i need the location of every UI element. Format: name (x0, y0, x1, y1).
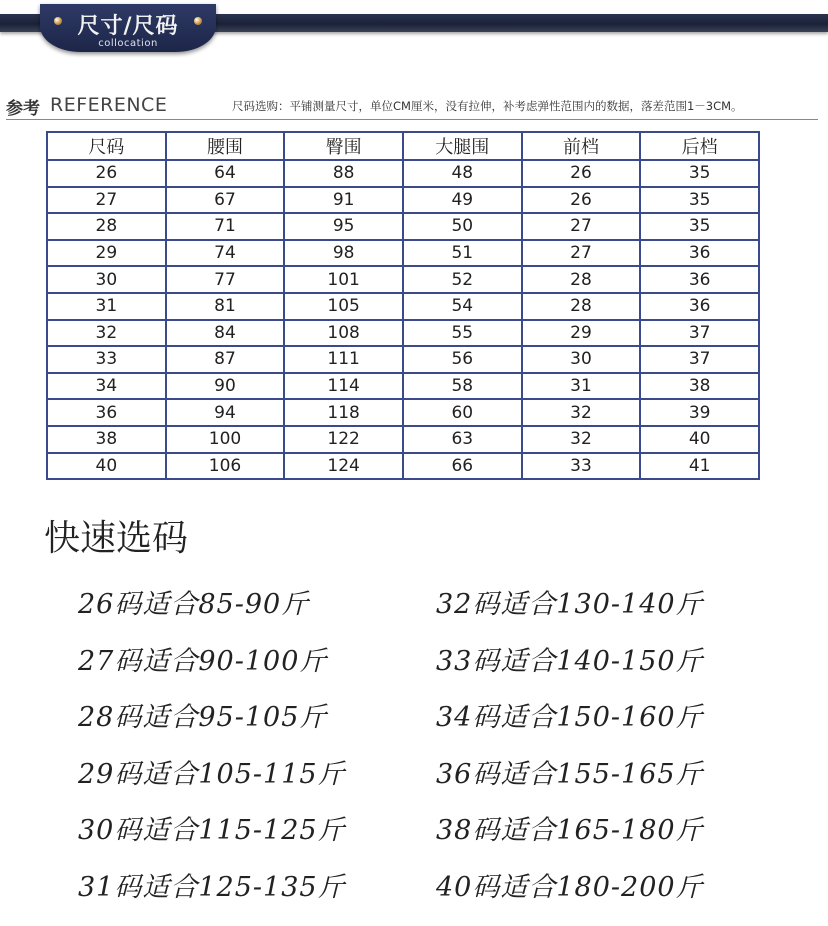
reference-label-en: REFERENCE (50, 94, 168, 116)
table-row (47, 187, 759, 214)
table-cell: 67 (166, 187, 285, 214)
table-cell: 35 (640, 213, 759, 240)
table-cell: 36 (640, 293, 759, 320)
table-cell: 26 (522, 187, 641, 214)
table-cell: 52 (403, 266, 522, 293)
table-cell: 87 (166, 346, 285, 373)
table-cell: 41 (640, 453, 759, 480)
table-cell: 64 (166, 160, 285, 187)
table-cell: 63 (403, 426, 522, 453)
table-cell: 28 (522, 293, 641, 320)
table-cell: 48 (403, 160, 522, 187)
table-cell: 84 (166, 320, 285, 347)
divider (6, 119, 818, 120)
section-title: 尺寸/尺码 (77, 14, 179, 39)
table-row (47, 399, 759, 426)
table-cell: 94 (166, 399, 285, 426)
table-cell: 34 (47, 373, 166, 400)
table-cell: 124 (284, 453, 403, 480)
table-cell: 36 (640, 266, 759, 293)
table-row (47, 453, 759, 480)
table-cell: 32 (522, 399, 641, 426)
table-cell: 36 (640, 240, 759, 267)
quick-select-item: 33码适合140-150斤 (436, 645, 704, 677)
quick-select-item: 28码适合95-105斤 (78, 702, 328, 733)
table-cell: 105 (284, 293, 403, 320)
reference-note: 尺码选购：平铺测量尺寸，单位CM厘米，没有拉伸，补考虑弹性范围内的数据，落差范围1－3CM。 (232, 99, 743, 113)
table-cell: 35 (640, 187, 759, 214)
table-cell: 54 (403, 293, 522, 320)
table-cell: 35 (640, 160, 759, 187)
table-cell: 100 (166, 426, 285, 453)
quick-select-item: 31码适合125-135斤 (78, 871, 346, 903)
table-cell: 106 (166, 453, 285, 480)
table-cell: 122 (284, 426, 403, 453)
table-cell: 77 (166, 266, 285, 293)
quick-select-item: 32码适合130-140斤 (436, 589, 704, 620)
table-cell: 31 (522, 373, 641, 400)
table-cell: 28 (522, 266, 641, 293)
table-cell: 88 (284, 160, 403, 187)
table-cell: 30 (47, 266, 166, 293)
table-cell: 33 (522, 453, 641, 480)
table-cell: 32 (47, 320, 166, 347)
table-cell: 27 (522, 213, 641, 240)
table-row (47, 346, 759, 373)
table-cell: 30 (522, 346, 641, 373)
table-cell: 39 (640, 399, 759, 426)
section-tab (40, 4, 216, 52)
table-cell: 37 (640, 346, 759, 373)
quick-select-title: 快速选码 (44, 518, 189, 559)
quick-select-item: 40码适合180-200斤 (436, 871, 704, 903)
table-row (47, 266, 759, 293)
table-cell: 32 (522, 426, 641, 453)
table-cell: 40 (640, 426, 759, 453)
table-cell: 27 (47, 187, 166, 214)
table-cell: 27 (522, 240, 641, 267)
quick-select-item: 36码适合155-165斤 (436, 758, 704, 790)
table-cell: 40 (47, 453, 166, 480)
table-cell: 36 (47, 399, 166, 426)
table-cell: 33 (47, 346, 166, 373)
table-cell: 95 (284, 213, 403, 240)
table-cell: 66 (403, 453, 522, 480)
table-cell: 74 (166, 240, 285, 267)
table-cell: 111 (284, 346, 403, 373)
table-cell: 29 (47, 240, 166, 267)
table-cell: 71 (166, 213, 285, 240)
reference-row (6, 92, 824, 120)
table-cell: 38 (47, 426, 166, 453)
table-cell: 38 (640, 373, 759, 400)
quick-select-item: 26码适合85-90斤 (78, 589, 310, 620)
quick-select-item: 38码适合165-180斤 (436, 815, 704, 846)
table-header-cell: 前档 (522, 132, 641, 160)
table-row (47, 160, 759, 187)
table-cell: 58 (403, 373, 522, 400)
table-cell: 91 (284, 187, 403, 214)
table-body (47, 160, 759, 479)
table-header-cell: 尺码 (47, 132, 166, 160)
reference-label-cn: 参考 (6, 99, 40, 119)
quick-select-item: 34码适合150-160斤 (436, 702, 704, 733)
table-cell: 31 (47, 293, 166, 320)
table-cell: 118 (284, 399, 403, 426)
size-table (46, 131, 760, 480)
table-cell: 98 (284, 240, 403, 267)
table-header-cell: 后档 (640, 132, 759, 160)
quick-select-item: 29码适合105-115斤 (78, 758, 346, 790)
table-row (47, 373, 759, 400)
table-cell: 81 (166, 293, 285, 320)
table-cell: 60 (403, 399, 522, 426)
table-cell: 108 (284, 320, 403, 347)
table-cell: 90 (166, 373, 285, 400)
table-row (47, 240, 759, 267)
table-header-row (47, 132, 759, 160)
table-cell: 50 (403, 213, 522, 240)
table-cell: 56 (403, 346, 522, 373)
table-header-cell: 臀围 (284, 132, 403, 160)
table-cell: 55 (403, 320, 522, 347)
table-cell: 51 (403, 240, 522, 267)
table-row (47, 426, 759, 453)
table-cell: 29 (522, 320, 641, 347)
table-cell: 114 (284, 373, 403, 400)
table-cell: 26 (522, 160, 641, 187)
table-cell: 28 (47, 213, 166, 240)
table-header-cell: 腰围 (166, 132, 285, 160)
table-cell: 49 (403, 187, 522, 214)
table-cell: 37 (640, 320, 759, 347)
table-row (47, 320, 759, 347)
quick-select-item: 30码适合115-125斤 (78, 815, 346, 846)
section-subtitle: collocation (98, 38, 158, 49)
table-header-cell: 大腿围 (403, 132, 522, 160)
table-row (47, 293, 759, 320)
table-cell: 101 (284, 266, 403, 293)
table-row (47, 213, 759, 240)
quick-select-item: 27码适合90-100斤 (78, 645, 328, 677)
table-cell: 26 (47, 160, 166, 187)
